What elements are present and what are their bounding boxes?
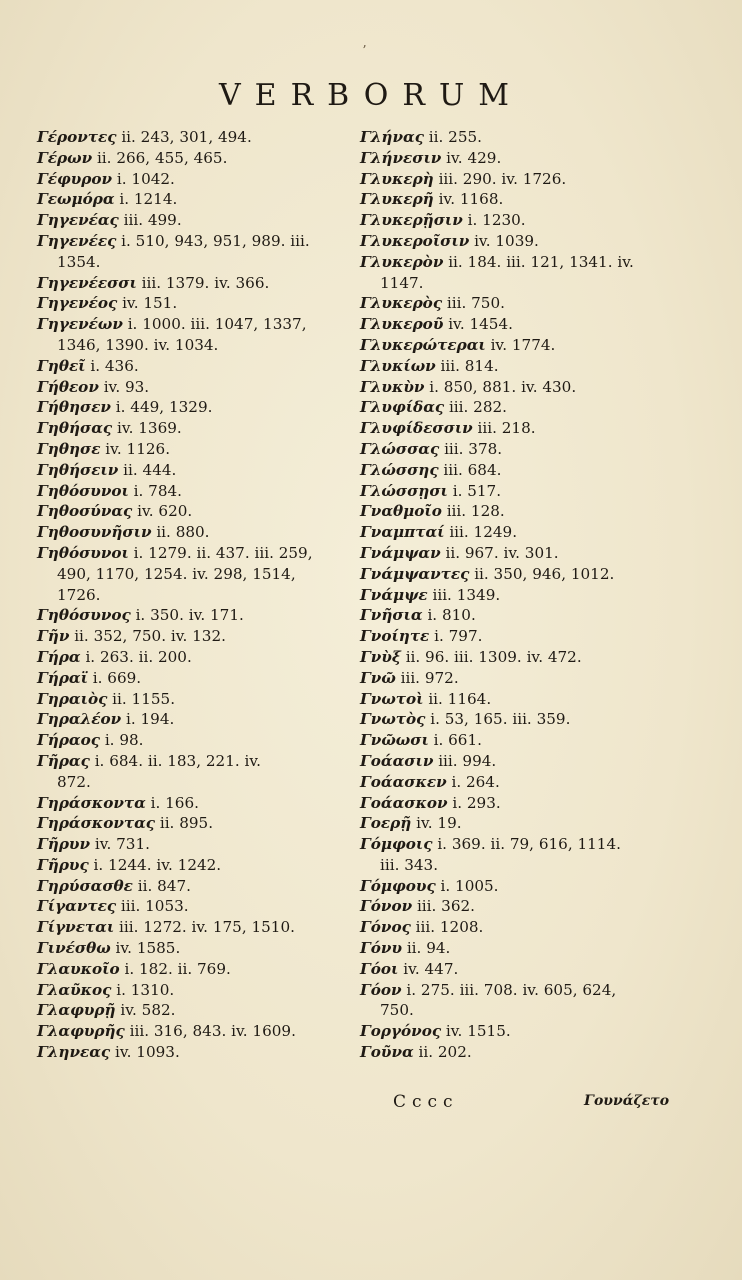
- entry-headword: Γόον: [360, 980, 402, 999]
- entry-references: i. 263. ii. 200.: [85, 647, 192, 666]
- entry-references: i. 436.: [90, 356, 139, 375]
- entry-references: ii. 967. iv. 301.: [445, 543, 559, 562]
- index-entry: [37, 855, 355, 876]
- entry-headword: Γῆρας: [37, 751, 90, 770]
- entry-headword: Γηραλέον: [37, 710, 122, 729]
- entry-headword: Γηθόσυνος: [37, 606, 131, 625]
- entry-references: i. 1000. iii. 1047, 1337,: [127, 315, 307, 334]
- index-entry: [37, 896, 355, 917]
- entry-headword: Γλυκερώτεραι: [360, 335, 486, 354]
- entry-references: iii. 994.: [438, 751, 497, 770]
- index-entry: [360, 481, 660, 502]
- entry-references: iv. 1126.: [105, 439, 171, 458]
- entry-references: i. 784.: [133, 481, 183, 500]
- entry-references: iv. 1369.: [116, 419, 182, 438]
- entry-headword: Γλυκερῆ: [360, 190, 434, 209]
- entry-headword: Γηθοσυνῆσιν: [37, 523, 152, 542]
- entry-references: iv. 582.: [120, 1001, 176, 1020]
- entry-headword: Γήρα: [37, 647, 81, 666]
- entry-references: iii. 1379. iv. 366.: [141, 273, 270, 292]
- entry-references: i. 1230.: [467, 211, 526, 230]
- index-entry: [360, 917, 660, 938]
- entry-headword: Γόοι: [360, 959, 399, 978]
- entry-headword: Γῆν: [37, 627, 70, 646]
- entry-references: iv. 151.: [122, 294, 178, 313]
- entry-headword: Γίγαντες: [37, 897, 117, 916]
- index-entry: [360, 689, 660, 710]
- entry-headword: Γόμφοις: [360, 835, 433, 854]
- entry-headword: Γλώσσης: [360, 460, 439, 479]
- index-entry: [360, 522, 660, 543]
- index-entry: [37, 189, 355, 210]
- entry-headword: Γλυκεροῖσιν: [360, 231, 470, 250]
- index-entry: [360, 1042, 660, 1063]
- index-entry: [37, 397, 355, 418]
- entry-references: iv. 731.: [94, 835, 150, 854]
- entry-references: ii. 266, 455, 465.: [96, 148, 228, 167]
- index-entry: [360, 751, 660, 772]
- entry-references: iii. 750.: [446, 294, 505, 313]
- entry-references: iv. 1093.: [115, 1043, 180, 1062]
- index-entry: [37, 1000, 355, 1021]
- index-entry: [360, 252, 660, 273]
- entry-headword: Γηράσκοντας: [37, 814, 156, 833]
- entry-references: iii. 378.: [444, 439, 503, 458]
- index-entry: [37, 668, 355, 689]
- index-entry: [37, 439, 355, 460]
- entry-headword: Γλυφίδεσσιν: [360, 419, 473, 438]
- index-entry: [360, 356, 660, 377]
- entry-headword: Γινέσθω: [37, 939, 111, 958]
- entry-references: i. 293.: [452, 793, 501, 812]
- index-entry: [360, 585, 660, 606]
- entry-references: iv. 429.: [446, 148, 502, 167]
- entry-references: i. 264.: [451, 772, 500, 791]
- entry-headword: Γηγενέων: [37, 315, 123, 334]
- entry-references: ii. 202.: [418, 1043, 472, 1062]
- entry-headword: Γοργόνος: [360, 1022, 442, 1041]
- entry-headword: Γηθήσειν: [37, 460, 119, 479]
- entry-references: i. 53, 165. iii. 359.: [430, 710, 571, 729]
- entry-headword: Γλαυκοῖο: [37, 959, 120, 978]
- index-entry: [37, 481, 355, 502]
- entry-headword: Γνωτὸς: [360, 710, 426, 729]
- entry-continuation: 872.: [57, 772, 91, 791]
- entry-references: ii. 184. iii. 121, 1341. iv.: [448, 252, 634, 271]
- entry-references: i. 449, 1329.: [115, 398, 213, 417]
- entry-references: i. 369. ii. 79, 616, 1114.: [437, 835, 621, 854]
- entry-references: i. 1214.: [119, 190, 178, 209]
- entry-headword: Γηθεῖ: [37, 356, 86, 375]
- index-entry: [360, 730, 660, 751]
- entry-headword: Γλυφίδας: [360, 398, 445, 417]
- entry-references: i. 510, 943, 951, 989. iii.: [121, 231, 310, 250]
- index-entry: [360, 439, 660, 460]
- index-entry: [37, 647, 355, 668]
- entry-references: iv. 1168.: [438, 190, 504, 209]
- entry-continuation: 1726.: [57, 585, 101, 604]
- index-entry: [360, 231, 660, 252]
- index-entry: [37, 169, 355, 190]
- entry-references: iii. 814.: [440, 356, 499, 375]
- entry-headword: Γλυκὺν: [360, 377, 425, 396]
- entry-headword: Γλυκερὴ: [360, 169, 434, 188]
- entry-headword: Γληνεας: [37, 1043, 111, 1062]
- entry-references: i. 810.: [427, 606, 476, 625]
- entry-references: iv. 1039.: [474, 231, 539, 250]
- entry-headword: Γοάασκον: [360, 793, 448, 812]
- entry-headword: Γηράσκοντα: [37, 793, 146, 812]
- entry-references: iii. 316, 843. iv. 1609.: [129, 1022, 296, 1041]
- entry-references: iii. 282.: [448, 398, 507, 417]
- entry-headword: Γήθεον: [37, 377, 99, 396]
- entry-references: i. 166.: [150, 793, 199, 812]
- index-entry: [37, 1042, 355, 1063]
- entry-references: ii. 1164.: [428, 689, 492, 708]
- entry-references: iii. 972.: [400, 668, 459, 687]
- index-entry: [360, 1021, 660, 1042]
- index-entry: [37, 356, 355, 377]
- entry-headword: Γλήνας: [360, 128, 424, 146]
- index-entry: [37, 730, 355, 751]
- entry-headword: Γέρων: [37, 148, 93, 167]
- index-entry: [37, 501, 355, 522]
- page-title: VERBORUM: [219, 78, 523, 113]
- index-entry: [360, 418, 660, 439]
- entry-references: iv. 93.: [103, 377, 150, 396]
- entry-headword: Γόνον: [360, 897, 413, 916]
- entry-headword: Γλώσσῃσι: [360, 481, 448, 500]
- entry-references: i. 1279. ii. 437. iii. 259,: [133, 543, 313, 562]
- entry-references: iii. 1208.: [415, 918, 484, 937]
- entry-headword: Γνὺξ: [360, 647, 401, 666]
- entry-continuation: 750.: [380, 1001, 414, 1020]
- entry-references: ii. 350, 946, 1012.: [474, 564, 615, 583]
- entry-references: ii. 243, 301, 494.: [121, 128, 252, 146]
- index-entry: [360, 314, 660, 335]
- entry-headword: Γοάασιν: [360, 751, 434, 770]
- index-entry: [37, 876, 355, 897]
- index-entry: [360, 169, 660, 190]
- index-entry: [360, 397, 660, 418]
- entry-headword: Γνωτοὶ: [360, 689, 424, 708]
- entry-headword: Γηραιὸς: [37, 689, 108, 708]
- entry-references: i. 661.: [433, 731, 482, 750]
- entry-headword: Γηγενέος: [37, 294, 118, 313]
- entry-headword: Γηρύσασθε: [37, 876, 133, 895]
- index-entry: [37, 293, 355, 314]
- index-entry: [37, 709, 355, 730]
- entry-references: iii. 290. iv. 1726.: [438, 169, 567, 188]
- entry-references: iv. 19.: [416, 814, 462, 833]
- entry-headword: Γλυκερῇσιν: [360, 211, 463, 230]
- entry-references: i. 669.: [92, 668, 142, 687]
- entry-headword: Γναθμοῖο: [360, 502, 442, 521]
- entry-references: i. 1310.: [116, 980, 175, 999]
- index-entry: [37, 813, 355, 834]
- entry-headword: Γόνυ: [360, 939, 402, 958]
- entry-references: iv. 1454.: [448, 315, 513, 334]
- index-entry: [37, 793, 355, 814]
- index-entry: [37, 834, 355, 855]
- entry-headword: Γέφυρον: [37, 169, 113, 188]
- entry-references: i. 517.: [452, 481, 502, 500]
- index-entry: [37, 231, 355, 252]
- index-entry: [37, 1021, 355, 1042]
- entry-references: ii. 847.: [137, 876, 191, 895]
- entry-references: i. 797.: [434, 627, 483, 646]
- index-entry: [360, 148, 660, 169]
- entry-references: i. 350. iv. 171.: [135, 606, 244, 625]
- entry-references: iii. 1272. iv. 175, 1510.: [119, 918, 295, 937]
- entry-references: i. 182. ii. 769.: [124, 959, 231, 978]
- index-entry: [360, 189, 660, 210]
- index-entry: [37, 938, 355, 959]
- index-entry: [360, 210, 660, 231]
- index-entry: [37, 689, 355, 710]
- index-entry: [37, 273, 355, 294]
- entry-headword: Γόμφους: [360, 876, 436, 895]
- entry-headword: Γναμπταί: [360, 523, 445, 542]
- entry-headword: Γηθήσας: [37, 419, 113, 438]
- index-entry: [37, 980, 355, 1001]
- index-column-right: [360, 127, 660, 1063]
- entry-headword: Γηθόσυνοι: [37, 481, 129, 500]
- entry-headword: Γνῆσια: [360, 606, 423, 625]
- index-entry: [360, 834, 660, 855]
- index-entry: [360, 293, 660, 314]
- entry-headword: Γηγενέες: [37, 231, 117, 250]
- entry-headword: Γνῶωσι: [360, 731, 429, 750]
- entry-references: iii. 1249.: [449, 523, 518, 542]
- entry-headword: Γηγενέας: [37, 211, 119, 230]
- entry-continuation: iii. 343.: [380, 855, 439, 874]
- entry-headword: Γοῦνα: [360, 1043, 414, 1062]
- entry-references: i. 684. ii. 183, 221. iv.: [94, 751, 261, 770]
- index-entry: [37, 148, 355, 169]
- entry-headword: Γλυκερὸς: [360, 294, 443, 313]
- entry-references: iii. 362.: [416, 897, 475, 916]
- index-entry: [37, 210, 355, 231]
- index-entry: [37, 314, 355, 335]
- index-entry: [37, 377, 355, 398]
- entry-references: i. 1042.: [116, 169, 175, 188]
- entry-headword: Γοάασκεν: [360, 772, 447, 791]
- entry-references: ii. 94.: [406, 939, 451, 958]
- entry-headword: Γέροντες: [37, 128, 117, 146]
- index-entry: [360, 335, 660, 356]
- entry-references: iv. 1585.: [115, 939, 181, 958]
- entry-headword: Γεωμόρα: [37, 190, 115, 209]
- entry-headword: Γλυκερὸν: [360, 252, 444, 271]
- entry-references: iv. 447.: [403, 959, 459, 978]
- entry-references: i. 1005.: [440, 876, 499, 895]
- entry-headword: Γλυκεροῦ: [360, 315, 444, 334]
- entry-references: ii. 1155.: [112, 689, 176, 708]
- entry-references: i. 98.: [104, 731, 144, 750]
- entry-references: ii. 352, 750. iv. 132.: [74, 627, 226, 646]
- entry-headword: Γήθησεν: [37, 398, 111, 417]
- entry-headword: Γνῶ: [360, 668, 396, 687]
- entry-headword: Γόνος: [360, 918, 411, 937]
- index-entry: [360, 876, 660, 897]
- entry-references: iii. 684.: [443, 460, 502, 479]
- index-entry: [360, 980, 660, 1001]
- index-entry: [360, 709, 660, 730]
- index-entry: [360, 605, 660, 626]
- index-entry: [360, 460, 660, 481]
- entry-headword: Γίγνεται: [37, 918, 115, 937]
- entry-headword: Γλαφυρῆς: [37, 1022, 125, 1041]
- index-entry: [360, 959, 660, 980]
- index-column-left: [37, 127, 355, 1063]
- entry-headword: Γοερῇ: [360, 814, 412, 833]
- index-entry: [37, 959, 355, 980]
- index-entry: [37, 605, 355, 626]
- index-entry: [37, 460, 355, 481]
- entry-continuation: 490, 1170, 1254. iv. 298, 1514,: [57, 564, 296, 583]
- entry-references: iii. 1349.: [432, 585, 501, 604]
- entry-references: i. 1244. iv. 1242.: [93, 855, 222, 874]
- entry-headword: Γλαφυρῇ: [37, 1001, 116, 1020]
- index-entry: [37, 543, 355, 564]
- entry-headword: Γῆρυν: [37, 835, 91, 854]
- index-entry: [360, 813, 660, 834]
- index-entry: [37, 626, 355, 647]
- entry-headword: Γήραϊ: [37, 668, 88, 687]
- entry-headword: Γνοίητε: [360, 627, 430, 646]
- entry-headword: Γηθοσύνας: [37, 502, 133, 521]
- entry-headword: Γνάμψε: [360, 585, 428, 604]
- catchword: Γουνάζετο: [584, 1093, 670, 1109]
- entry-headword: Γλυκίων: [360, 356, 436, 375]
- index-entry: [360, 543, 660, 564]
- entry-references: i. 850, 881. iv. 430.: [429, 377, 577, 396]
- index-entry: [360, 668, 660, 689]
- entry-headword: Γῆρυς: [37, 855, 89, 874]
- index-entry: [37, 751, 355, 772]
- index-entry: [360, 564, 660, 585]
- index-entry: [360, 896, 660, 917]
- entry-headword: Γνάμψαν: [360, 543, 441, 562]
- entry-headword: Γηγενέεσσι: [37, 273, 137, 292]
- entry-references: iv. 1774.: [490, 335, 556, 354]
- entry-headword: Γήραος: [37, 731, 100, 750]
- entry-references: i. 275. iii. 708. iv. 605, 624,: [406, 980, 617, 999]
- index-entry: [360, 501, 660, 522]
- index-entry: [37, 522, 355, 543]
- entry-headword: Γλώσσας: [360, 439, 440, 458]
- signature-mark: Cccc: [393, 1092, 459, 1112]
- entry-references: iii. 499.: [123, 211, 182, 230]
- entry-references: iii. 128.: [446, 502, 505, 521]
- entry-headword: Γνάμψαντες: [360, 564, 470, 583]
- entry-continuation: 1346, 1390. iv. 1034.: [57, 335, 219, 354]
- ink-mark: ʼ: [362, 44, 367, 59]
- index-entry: [360, 938, 660, 959]
- entry-headword: Γλαῦκος: [37, 980, 112, 999]
- entry-references: iv. 620.: [137, 502, 193, 521]
- index-entry: [360, 793, 660, 814]
- entry-references: ii. 895.: [159, 814, 214, 833]
- index-entry: [360, 647, 660, 668]
- entry-continuation: 1147.: [380, 273, 424, 292]
- index-entry: [37, 917, 355, 938]
- index-entry: [360, 626, 660, 647]
- entry-references: i. 194.: [126, 710, 175, 729]
- index-entry: [360, 127, 660, 148]
- entry-references: ii. 444.: [123, 460, 177, 479]
- entry-headword: Γηθησε: [37, 439, 101, 458]
- index-entry: [37, 418, 355, 439]
- entry-references: iv. 1515.: [445, 1022, 511, 1041]
- entry-headword: Γηθόσυνοι: [37, 543, 129, 562]
- entry-references: ii. 880.: [156, 523, 210, 542]
- entry-continuation: 1354.: [57, 252, 101, 271]
- entry-references: iii. 1053.: [120, 897, 189, 916]
- entry-headword: Γλήνεσιν: [360, 148, 442, 167]
- index-entry: [37, 127, 355, 148]
- index-entry: [360, 377, 660, 398]
- entry-references: ii. 96. iii. 1309. iv. 472.: [405, 647, 582, 666]
- index-entry: [360, 772, 660, 793]
- entry-references: iii. 218.: [477, 419, 536, 438]
- entry-references: ii. 255.: [428, 128, 482, 146]
